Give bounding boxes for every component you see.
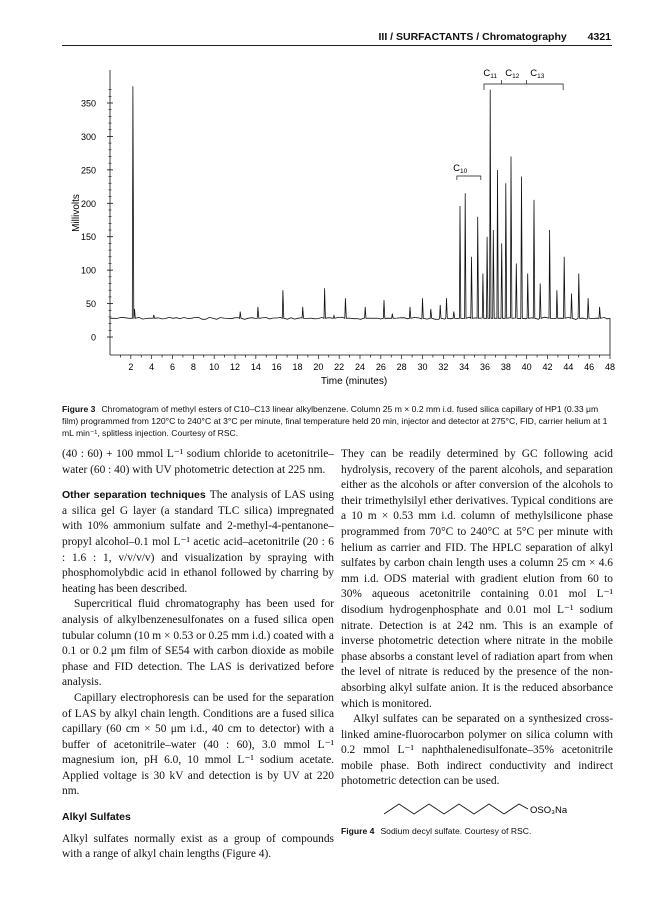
other-techniques-heading: Other separation techniques bbox=[62, 489, 206, 502]
annotation-c13: $C_{13}$ bbox=[530, 68, 545, 80]
figure-3-caption bbox=[62, 403, 614, 440]
x-tick-label: 8 bbox=[190, 362, 196, 372]
annotation-c12-subscript: 12 bbox=[512, 73, 520, 80]
y-tick-label: 300 bbox=[80, 131, 96, 142]
left-paragraph-3: Supercritical fluid chromatography has been used for analysis of alkylbenzenesulfonates on a fused silica open tubular column (10 m × 0.53 or 0.25 mm i.d.) coated with a 0.1 or 0.2 μm film of SE54 with carbon dioxide as mobile phase and FID detection. The LAS is derivatized before analysis. bbox=[62, 598, 334, 689]
x-tick-label: 44 bbox=[563, 362, 574, 372]
annotation-c10-bracket bbox=[457, 176, 481, 180]
left-paragraph-2 bbox=[62, 488, 334, 597]
y-tick-label: 350 bbox=[80, 98, 96, 109]
right-paragraph-2: Alkyl sulfates can be separated on a synthesized cross-linked amine-fluorocarbon polymer on silica column with 0.2 mmol L⁻¹ naphthalenedisulfonate–35% acetonitrile mobile phase. Both indirect conductivity and indirect photometric detection can be used. bbox=[341, 713, 613, 788]
annotation-c11: $C_{11}$ bbox=[483, 68, 497, 80]
page-number: 4321 bbox=[587, 31, 611, 43]
right-paragraph-1: They can be readily determined by GC following acid hydrolysis, recovery of the parent alcohols, and separation either as the alcohols or after conversion of the alcohols to their trimethylsilyl ether derivatives. Typical conditions are a 10 m × 0.53 mm i.d. column of methylsilicone phase programmed from 70°C to 240°C at 5°C per minute with helium as carrier and FID. The HPLC separation of alkyl sulfates by carbon chain length uses a column 25 cm × 4.6 mm i.d. ODS material with gradient elution from 60 to 30% aqueous acetonitrile containing 0.01 mol L⁻¹ disodium hydrogenphosphate and 0.01 mol L⁻¹ sodium nitrate. Detection is at 242 nm. This is an example of inverse photometric detection where nitrate in the mobile phase absorbs a constant level of radiation apart from when the level of nitrate is reduced by the presence of the non-absorbing alkyl sulfate anion. It is the reduced absorbance which is monitored. bbox=[341, 448, 613, 710]
y-tick-label: 100 bbox=[80, 265, 96, 276]
left-paragraph-5: Alkyl sulfates normally exist as a group of compounds with a range of alkyl chain lengths (Figure 4). bbox=[62, 832, 334, 861]
y-tick-label: 0 bbox=[90, 332, 96, 343]
x-axis-label: Time (minutes) bbox=[320, 376, 388, 387]
left-paragraph-1: (40 : 60) + 100 mmol L⁻¹ sodium chloride to acetonitrile–water (60 : 40) with UV photometric detection at 225 nm. bbox=[62, 448, 334, 476]
x-tick-label: 32 bbox=[438, 362, 449, 372]
y-tick-label: 200 bbox=[80, 198, 96, 209]
x-tick-label: 12 bbox=[229, 362, 241, 372]
y-axis-ticks bbox=[81, 90, 113, 343]
left-column bbox=[62, 447, 334, 863]
figure-4-label: Figure 4 bbox=[341, 826, 375, 836]
x-tick-label: 6 bbox=[169, 362, 176, 372]
left-paragraph-4: Capillary electrophoresis can be used for the separation of LAS by alkyl chain length. Conditions are a fused silica capillary (60 cm × 50 μm i.d., 40 cm to detector) with a buffer of acetonitrile–water (40 : 60), 3.0 mmol L⁻¹ magnesium ion, pH 6.0, 10 mmol L⁻¹ sodium acetate. Applied voltage is 30 kV and detection is by UV at 220 nm. bbox=[62, 691, 334, 798]
x-tick-label: 22 bbox=[334, 362, 345, 372]
x-tick-label: 30 bbox=[417, 362, 428, 372]
y-tick-label: 50 bbox=[85, 299, 96, 310]
annotation-c11-c13-bracket bbox=[484, 84, 563, 90]
annotation-c10-subscript: 10 bbox=[460, 168, 468, 175]
right-column bbox=[341, 447, 613, 790]
annotation-c11-subscript: 11 bbox=[490, 73, 497, 80]
peak-annotations bbox=[453, 68, 563, 180]
annotation-c13-subscript: 13 bbox=[537, 73, 545, 80]
x-tick-label: 40 bbox=[521, 362, 532, 372]
y-axis-label: Millivolts bbox=[71, 194, 82, 232]
sulfate-group-label: OSO₃Na bbox=[530, 805, 568, 816]
x-tick-label: 36 bbox=[479, 362, 491, 372]
x-tick-label: 20 bbox=[313, 362, 324, 372]
chromatogram-trace bbox=[110, 86, 610, 319]
x-axis-ticks bbox=[120, 355, 615, 372]
alkyl-sulfates-heading: Alkyl Sulfates bbox=[62, 811, 131, 824]
x-tick-label: 34 bbox=[459, 362, 470, 372]
figure-3-caption-text: Chromatogram of methyl esters of C10–C13 linear alkylbenzene. Column 25 m × 0.2 mm i.d. fused silica capillary of HP1 (0.33 μm film) programmed from 120°C to 240°C at 3°C per minute, final temperature held 20 min, injector and detector at 275°C, FID, carrier helium at 1 mL min⁻¹, splitless injection. Courtesy of RSC. bbox=[62, 404, 608, 439]
annotation-c12: $C_{12}$ bbox=[505, 68, 520, 80]
x-tick-label: 24 bbox=[354, 362, 366, 372]
x-tick-label: 26 bbox=[375, 362, 386, 372]
y-tick-label: 150 bbox=[80, 232, 96, 243]
chromatogram-figure bbox=[0, 0, 668, 400]
y-tick-label: 250 bbox=[80, 165, 96, 176]
left-paragraph-2-text: The analysis of LAS using a silica gel G layer (a standard TLC silica) impregnated with 10% ammonium sulfate and 2-methyl-4-pentanone–propyl alcohol–0.1 mol L⁻¹ acetic acid–acetonitrile (20 : 6 : 1.6 : 1, v/v/v/v) and visualization by spraying with phosphomolybdic acid in ethanol followed by charring by heating has been described. bbox=[62, 489, 334, 595]
x-tick-label: 28 bbox=[396, 362, 407, 372]
x-tick-label: 4 bbox=[149, 362, 155, 372]
x-tick-label: 2 bbox=[128, 362, 134, 372]
x-tick-label: 16 bbox=[271, 362, 282, 372]
x-tick-label: 38 bbox=[500, 362, 511, 372]
x-tick-label: 48 bbox=[604, 362, 616, 372]
figure-3-label: Figure 3 bbox=[62, 404, 96, 414]
annotation-c10: $C_{10}$ bbox=[453, 163, 468, 175]
x-tick-label: 46 bbox=[584, 362, 595, 372]
x-tick-label: 10 bbox=[209, 362, 220, 372]
figure-4-caption bbox=[341, 826, 531, 836]
sodium-decyl-sulfate-structure bbox=[380, 796, 570, 822]
figure-4-caption-text: Sodium decyl sulfate. Courtesy of RSC. bbox=[380, 826, 532, 836]
x-tick-label: 42 bbox=[542, 362, 553, 372]
x-tick-label: 18 bbox=[292, 362, 303, 372]
running-title: III / SURFACTANTS / Chromatography bbox=[378, 31, 567, 43]
alkyl-chain-zigzag bbox=[384, 804, 528, 814]
x-tick-label: 14 bbox=[250, 362, 261, 372]
